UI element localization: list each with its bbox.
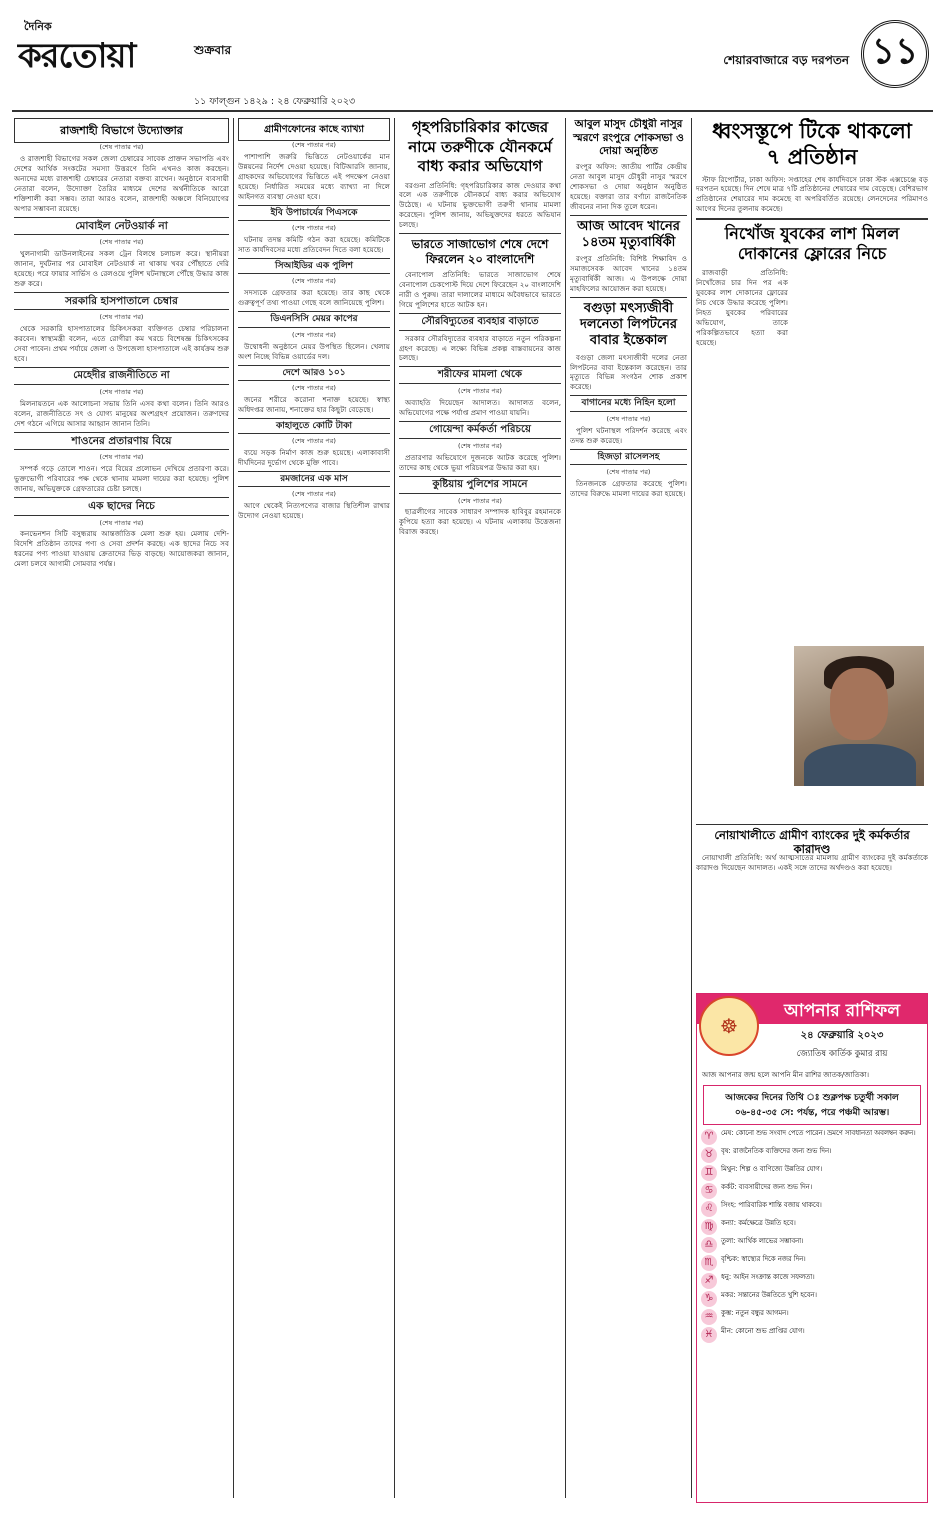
zodiac-text: বৃশ্চিক: স্বাস্থ্যের দিকে নজর দিন।: [721, 1255, 806, 1263]
article-text: বরগুনা প্রতিনিধি: গৃহপরিচারিকার কাজ দেওয়ার কথা বলে এক তরুণীকে যৌনকর্মে বাধ্য করার অভিযোগ উঠেছে। এ ঘটনায় ভুক্তভোগী তরুণী থানায় মামলা করেছেন। পুলিশ জানায়, অভিযুক্তদের ধরতে অভিযান চলছে।: [399, 180, 561, 230]
headline: আবুল মাসুদ চৌধুরী নাসুর স্মরণে রংপুরে শোকসভা ও দোয়া অনুষ্ঠিত: [573, 118, 684, 158]
headline: এক ছাদের নিচে: [14, 497, 229, 515]
column-divider: [691, 118, 692, 1498]
zodiac-row: [701, 1309, 923, 1325]
zodiac-sign-icon: ♐: [701, 1273, 717, 1289]
headline: দেশে আরও ১০১: [238, 365, 390, 381]
zodiac-row: [701, 1165, 923, 1181]
article-text: উদ্বোধনী অনুষ্ঠানে মেয়র উপস্থিত ছিলেন। খেলায় অংশ নিচ্ছে বিভিন্ন ওয়ার্ডের দল।: [238, 341, 390, 361]
continued-label: (শেষ পাতার পর): [292, 490, 336, 499]
photo-shirt: [804, 744, 916, 786]
zodiac-sign-icon: ♒: [701, 1309, 717, 1325]
continued-label: (শেষ পাতার পর): [292, 141, 336, 150]
zodiac-text: কন্যা: কর্মক্ষেত্রে উন্নতি হবে।: [721, 1219, 796, 1227]
article-text: নোয়াখালী প্রতিনিধি: অর্থ আত্মসাতের মামলায় গ্রামীণ ব্যাংকের দুই কর্মকর্তাকে কারাদণ্ড দিয়েছেন আদালত। একই সঙ্গে তাদের অর্থদণ্ডও করা হয়েছে।: [696, 853, 928, 872]
continued-label: (শেষ পাতার পর): [99, 313, 144, 322]
article-text: সদস্যকে গ্রেফতার করা হয়েছে। তার কাছ থেকে গুরুত্বপূর্ণ তথ্য পাওয়া গেছে বলে জানিয়েছে পুলিশ।: [238, 288, 390, 308]
zodiac-sign-icon: ♈: [701, 1129, 717, 1145]
headline: সরকারি হাসপাতালে চেম্বার: [14, 292, 229, 310]
article-text: বগুড়া জেলা মৎস্যজীবী দলের নেতা লিপটনের বাবা ইন্তেকাল করেছেন। তার মৃত্যুতে বিভিন্ন সংগঠন শোক প্রকাশ করেছে।: [570, 352, 687, 392]
article-text: বেনাপোল প্রতিনিধি: ভারতে সাজাভোগ শেষে বেনাপোল চেকপোস্ট দিয়ে দেশে ফিরেছেন ২০ বাংলাদেশি নারী ও পুরুষ। তারা দালালের মাধ্যমে অবৈধভাবে ভারতে গিয়ে পুলিশের হাতে আটক হন।: [399, 270, 561, 309]
zodiac-sign-icon: ♌: [701, 1201, 717, 1217]
continued-label: (শেষ পাতার পর): [606, 468, 651, 477]
headline: শরীফের মামলা থেকে: [399, 366, 561, 384]
tithi-box: আজকের দিনের তিথি ঃ শুক্লপক্ষ চতুর্থী সকাল ০৬-৪৫-৩৫ সে: পর্যন্ত, পরে পঞ্চমী আরম্ভ।: [703, 1085, 921, 1125]
horoscope-date: ২৪ ফেব্রুয়ারি ২০২৩: [800, 1030, 884, 1041]
masthead-logo: [18, 18, 186, 78]
continued-label: (শেষ পাতার পর): [458, 441, 502, 450]
headline: নোয়াখালীতে গ্রামীণ ব্যাংকের দুই কর্মকর্তার কারাদণ্ড: [696, 824, 928, 857]
victim-photo: [794, 646, 924, 786]
zodiac-row: [701, 1183, 923, 1199]
headline: শাওনের প্রতারণায় বিয়ে: [14, 432, 229, 450]
zodiac-row: [701, 1201, 923, 1217]
continued-label: (শেষ পাতার পর): [99, 143, 144, 152]
continued-label: (শেষ পাতার পর): [292, 277, 336, 286]
zodiac-sign-icon: ♎: [701, 1237, 717, 1253]
article-text: রংপুর অফিস: জাতীয় পার্টির কেন্দ্রীয় নেতা আবুল মাসুদ চৌধুরী নাসুর স্মরণে শোকসভা ও দোয়া অনুষ্ঠান অনুষ্ঠিত হয়েছে। বক্তারা তার বর্ণাঢ্য রাজনৈতিক জীবনের নানা দিক তুলে ধরেন।: [570, 161, 687, 211]
article-text: থেকে সরকারি হাসপাতালের চিকিৎসকরা ব্যক্তিগত চেম্বার পরিচালনা করবেন। স্বাস্থ্যমন্ত্রী বলেন, এতে রোগীরা কম খরচে বিশেষজ্ঞ চিকিৎসকের সেবা পাবেন। প্রথম পর্যায়ে জেলা ও উপজেলা হাসপাতালে এই কার্যক্রম শুরু হবে।: [14, 324, 229, 364]
article-text: রাজবাড়ী প্রতিনিধি: নিখোঁজের চার দিন পর এক যুবকের লাশ দোকানের ফ্লোরের নিচ থেকে উদ্ধার করেছে পুলিশ। নিহত যুবকের পরিবারের অভিযোগ, তাকে পরিকল্পিতভাবে হত্যা করা হয়েছে।: [696, 268, 788, 347]
headline: কুষ্টিয়ায় পুলিশের সামনে: [399, 476, 561, 494]
headline: বগুড়া মৎস্যজীবী দলনেতা লিপটনের বাবার ইন্তেকাল: [570, 297, 687, 350]
column-4: [570, 118, 687, 1499]
zodiac-sign-icon: ♑: [701, 1291, 717, 1307]
continued-label: (শেষ পাতার পর): [606, 414, 651, 423]
zodiac-sign-icon: ♉: [701, 1147, 717, 1163]
zodiac-text: সিংহ: পারিবারিক শান্তি বজায় থাকবে।: [721, 1201, 822, 1209]
zodiac-row: [701, 1129, 923, 1145]
headline: নিখোঁজ যুবকের লাশ মিলল দোকানের ফ্লোরের নিচে: [696, 218, 928, 264]
zodiac-sign-icon: ♍: [701, 1219, 717, 1235]
article-text: খুলনাগামী ডাউনলাইনের সকল ট্রেন বিলম্বে চলাচল করে। স্থানীয়রা জানান, দুর্ঘটনার পর মোবাইল নেটওয়ার্ক না থাকায় খবর পৌঁছাতে দেরি হয়েছে। পরে ফায়ার সার্ভিস ও রেলওয়ে পুলিশ ঘটনাস্থলে পৌঁছে উদ্ধার কাজ শুরু করে।: [14, 249, 229, 289]
column-divider: [565, 118, 566, 1498]
zodiac-row: [701, 1255, 923, 1271]
lead-headline: ধ্বংসস্তূপে টিকে থাকলো: [712, 118, 912, 143]
page-number: ১১: [861, 20, 929, 88]
zodiac-text: কর্কট: ব্যবসায়ীদের জন্য শুভ দিন।: [721, 1183, 813, 1191]
article-text: অব্যাহতি দিয়েছেন আদালত। আদালত বলেন, অভিযোগের পক্ষে পর্যাপ্ত প্রমাণ পাওয়া যায়নি।: [399, 398, 561, 418]
headline: রাজশাহী বিভাগে উদ্যোক্তার: [14, 118, 229, 143]
headline: ইবি উপাচার্যের পিএসকে: [238, 205, 390, 221]
lead-headline: ৭ প্রতিষ্ঠান: [766, 144, 858, 170]
headline: মেহেদীর রাজনীতিতে না: [14, 367, 229, 385]
logo-small-text: দৈনিক: [24, 20, 52, 33]
continued-label: (শেষ পাতার পর): [292, 330, 336, 339]
continued-label: (শেষ পাতার পর): [99, 518, 144, 527]
continued-label: (শেষ পাতার পর): [458, 387, 502, 396]
continued-label: (শেষ পাতার পর): [99, 387, 144, 396]
article-text: পাশাপাশি জরুরি ভিত্তিতে নেটওয়ার্কের মান উন্নয়নের নির্দেশ দেওয়া হয়েছে। বিটিআরসি জানায়, গ্রাহকদের অভিযোগের ভিত্তিতে এই পদক্ষেপ নেওয়া হয়েছে। নির্ধারিত সময়ের মধ্যে ব্যাখ্যা না দিলে আইনগত ব্যবস্থা নেওয়া হবে।: [238, 152, 390, 201]
photo-face: [830, 668, 888, 740]
continued-label: (শেষ পাতার পর): [292, 383, 336, 392]
column-divider: [394, 118, 395, 1498]
article-text: তিনজনকে গ্রেফতার করেছে পুলিশ। তাদের বিরুদ্ধে মামলা দায়ের করা হয়েছে।: [570, 478, 687, 498]
zodiac-row: [701, 1237, 923, 1253]
headline: গোয়েন্দা কর্মকর্তা পরিচয়ে: [399, 421, 561, 439]
article-text: রংপুর প্রতিনিধি: বিশিষ্ট শিক্ষাবিদ ও সমাজসেবক আবেদ খানের ১৪তম মৃত্যুবার্ষিকী আজ। এ উপলক্ষে দোয়া মাহফিলের আয়োজন করা হয়েছে।: [570, 254, 687, 293]
zodiac-wheel-icon: ☸: [699, 996, 759, 1056]
zodiac-sign-icon: ♏: [701, 1255, 717, 1271]
zodiac-sign-icon: ♋: [701, 1183, 717, 1199]
logo-big-text: করতোয়া: [18, 36, 136, 76]
zodiac-row: [701, 1273, 923, 1289]
article-text: সম্পর্ক গড়ে তোলে শাওন। পরে বিয়ের প্রলোভন দেখিয়ে প্রতারণা করে। ভুক্তভোগী পরিবারের পক্ষ থেকে থানায় মামলা দায়ের করা হয়েছে। পুলিশ জানায়, অভিযুক্তকে গ্রেফতারের চেষ্টা চলছে।: [14, 464, 229, 494]
continued-label: (শেষ পাতার পর): [99, 238, 144, 247]
horoscope-title: আপনার রাশিফল: [697, 994, 927, 1024]
zodiac-sign-icon: ♓: [701, 1327, 717, 1343]
zodiac-text: মকর: সন্তানের উন্নতিতে খুশি হবেন।: [721, 1291, 817, 1299]
article-text: মিলনায়তনে এক আলোচনা সভায় তিনি এসব কথা বলেন। তিনি আরও বলেন, রাজনীতিতে সৎ ও যোগ্য মানুষের অংশগ্রহণ প্রয়োজন। তরুণদের দেশ গঠনে এগিয়ে আসার আহ্বান জানান তিনি।: [14, 398, 229, 428]
continued-label: (শেষ পাতার পর): [292, 224, 336, 233]
zodiac-text: বৃষ: রাজনৈতিক ব্যক্তিদের জন্য শুভ দিন।: [721, 1147, 832, 1155]
headline: সিআইডির এক পুলিশ: [238, 258, 390, 274]
masthead-date: ১১ ফাল্গুন ১৪২৯ : ২৪ ফেব্রুয়ারি ২০২৩: [194, 96, 356, 107]
zodiac-text: তুলা: আর্থিক লাভের সম্ভাবনা।: [721, 1237, 804, 1245]
zodiac-row: [701, 1291, 923, 1307]
headline: রমজানের এক মাস: [238, 471, 390, 487]
article-text: জনের শরীরে করোনা শনাক্ত হয়েছে। স্বাস্থ্য অধিদপ্তর জানায়, শনাক্তের হার কিছুটা বেড়েছে।: [238, 394, 390, 414]
horoscope-intro: আজ আপনার জন্ম হলে আপনি মীন রাশির জাতক/জাতিকা।: [702, 1071, 870, 1079]
continued-label: (শেষ পাতার পর): [99, 453, 144, 462]
zodiac-row: [701, 1219, 923, 1235]
zodiac-text: কুম্ভ: নতুন বন্ধুর আগমন।: [721, 1309, 789, 1317]
column-5: [696, 118, 928, 989]
zodiac-text: মীন: কোনো শুভ প্রাপ্তির যোগ।: [721, 1327, 805, 1335]
article-text: ঘটনায় তদন্ত কমিটি গঠন করা হয়েছে। কমিটিকে সাত কার্যদিবসের মধ্যে প্রতিবেদন দিতে বলা হয়েছে।: [238, 235, 390, 255]
column-3: [399, 118, 561, 1499]
headline: ভারতে সাজাভোগ শেষে দেশে ফিরলেন ২০ বাংলাদেশি: [399, 233, 561, 267]
continued-label: (শেষ পাতার পর): [292, 437, 336, 446]
article-text: কনভেনশন সিটি বসুন্ধরায় আন্তর্জাতিক মেলা শুরু হয়। মেলায় দেশি-বিদেশি প্রতিষ্ঠান তাদের পণ্য ও সেবা প্রদর্শন করছে। এক ছাদের নিচে সব ধরনের পণ্য পাওয়া যাওয়ায় ক্রেতাদের ভিড় বাড়ছে। আয়োজকরা জানান, মেলা চলবে আগামী সোমবার পর্যন্ত।: [14, 529, 229, 569]
article-text: ও রাজশাহী বিভাগের সকল জেলা চেম্বারের সাবেক প্রাক্তন সভাপতি এবং দেশের আর্থিক সংকটের সমস্যা উত্তরণে তিনি এখনও কাজ করছেন। অন্যদের মধ্যে রাজশাহী চেম্বারের নেতারা বক্তব্য রাখেন। অনুষ্ঠানে ব্যবসায়ী নেতারা বলেন, উদ্যোক্তা তৈরির মাধ্যমে দেশের অর্থনীতিকে আরো শক্তিশালী করা সম্ভব। তারা আরও বলেন, রাজশাহী অঞ্চলে বিনিয়োগের অপার সম্ভাবনা রয়েছে।: [14, 154, 229, 213]
article-text: আগে থেকেই নিত্যপণ্যের বাজার স্থিতিশীল রাখার উদ্যোগ নেওয়া হয়েছে।: [238, 501, 390, 521]
headline: আজ আবেদ খানের ১৪তম মৃত্যুবার্ষিকী: [570, 215, 687, 252]
headline: বাগানের মধ্যে নিহিন হলো: [570, 395, 687, 411]
headline: সৌরবিদ্যুতের ব্যবহার বাড়াতে: [399, 313, 561, 331]
zodiac-row: [701, 1147, 923, 1163]
headline: ডিএনসিসি মেয়র কাপের: [238, 311, 390, 327]
article-text: ব্যয়ে সড়ক নির্মাণ কাজ শুরু হয়েছে। এলাকাবাসী দীর্ঘদিনের দুর্ভোগ থেকে মুক্তি পাবে।: [238, 448, 390, 468]
masthead-day: শুক্রবার: [194, 43, 232, 57]
lead-headline: গৃহপরিচারিকার কাজের নামে তরুণীকে যৌনকর্মে বাধ্য করার অভিযোগ: [408, 118, 552, 175]
column-divider: [233, 118, 234, 1498]
section-teaser: শেয়ারবাজারে বড় দরপতন: [723, 53, 849, 67]
headline: গ্রামীণফোনের কাছে ব্যাখ্যা: [238, 118, 390, 141]
headline: মোবাইল নেটওয়ার্ক না: [14, 217, 229, 235]
masthead-rule: [12, 110, 933, 112]
column-2: [238, 118, 390, 1499]
article-text: পুলিশ ঘটনাস্থল পরিদর্শন করেছে এবং তদন্ত শুরু করেছে।: [570, 425, 687, 445]
zodiac-list: [697, 1129, 927, 1343]
column-1: [14, 118, 229, 1499]
headline: হিজড়া রাসেলসহ: [570, 449, 687, 465]
article-text: সরকার সৌরবিদ্যুতের ব্যবহার বাড়াতে নতুন পরিকল্পনা গ্রহণ করেছে। এ লক্ষ্যে বিভিন্ন প্রকল্প বাস্তবায়নের কাজ চলছে।: [399, 333, 561, 363]
zodiac-text: মেষ: কোনো শুভ সংবাদ পেতে পারেন। ভ্রমণে সাবধানতা অবলম্বন করুন।: [721, 1129, 916, 1137]
horoscope-author: জ্যোতিষ কার্তিক কুমার রায়: [796, 1049, 888, 1059]
article-text: ছাত্রলীগের সাবেক সাধারণ সম্পাদক হাবিবুর রহমানকে কুপিয়ে হত্যা করা হয়েছে। এ ঘটনায় এলাকায় উত্তেজনা বিরাজ করছে।: [399, 507, 561, 537]
headline: কাহালুতে কোটি টাকা: [238, 418, 390, 434]
zodiac-text: ধনু: আইন সংক্রান্ত কাজে সফলতা।: [721, 1273, 815, 1281]
horoscope-box: [696, 993, 928, 1503]
zodiac-sign-icon: ♊: [701, 1165, 717, 1181]
zodiac-text: মিথুন: শিল্প ও বাণিজ্যে উন্নতির যোগ।: [721, 1165, 823, 1173]
continued-label: (শেষ পাতার পর): [458, 496, 502, 505]
article-text: প্রতারণার অভিযোগে দুজনকে আটক করেছে পুলিশ। তাদের কাছ থেকে ভুয়া পরিচয়পত্র উদ্ধার করা হয়।: [399, 452, 561, 472]
article-text: স্টাফ রিপোর্টার, ঢাকা অফিস: সপ্তাহের শেষ কার্যদিবসে ঢাকা স্টক এক্সচেঞ্জে বড় দরপতন হয়েছে। দিন শেষে মাত্র ৭টি প্রতিষ্ঠানের শেয়ারের দাম বেড়েছে। বেশিরভাগ প্রতিষ্ঠানের শেয়ারের দাম কমেছে বা অপরিবর্তিত রয়েছে। লেনদেনের পরিমাণও আগের দিনের তুলনায় কমেছে।: [696, 174, 928, 214]
zodiac-row: [701, 1327, 923, 1343]
